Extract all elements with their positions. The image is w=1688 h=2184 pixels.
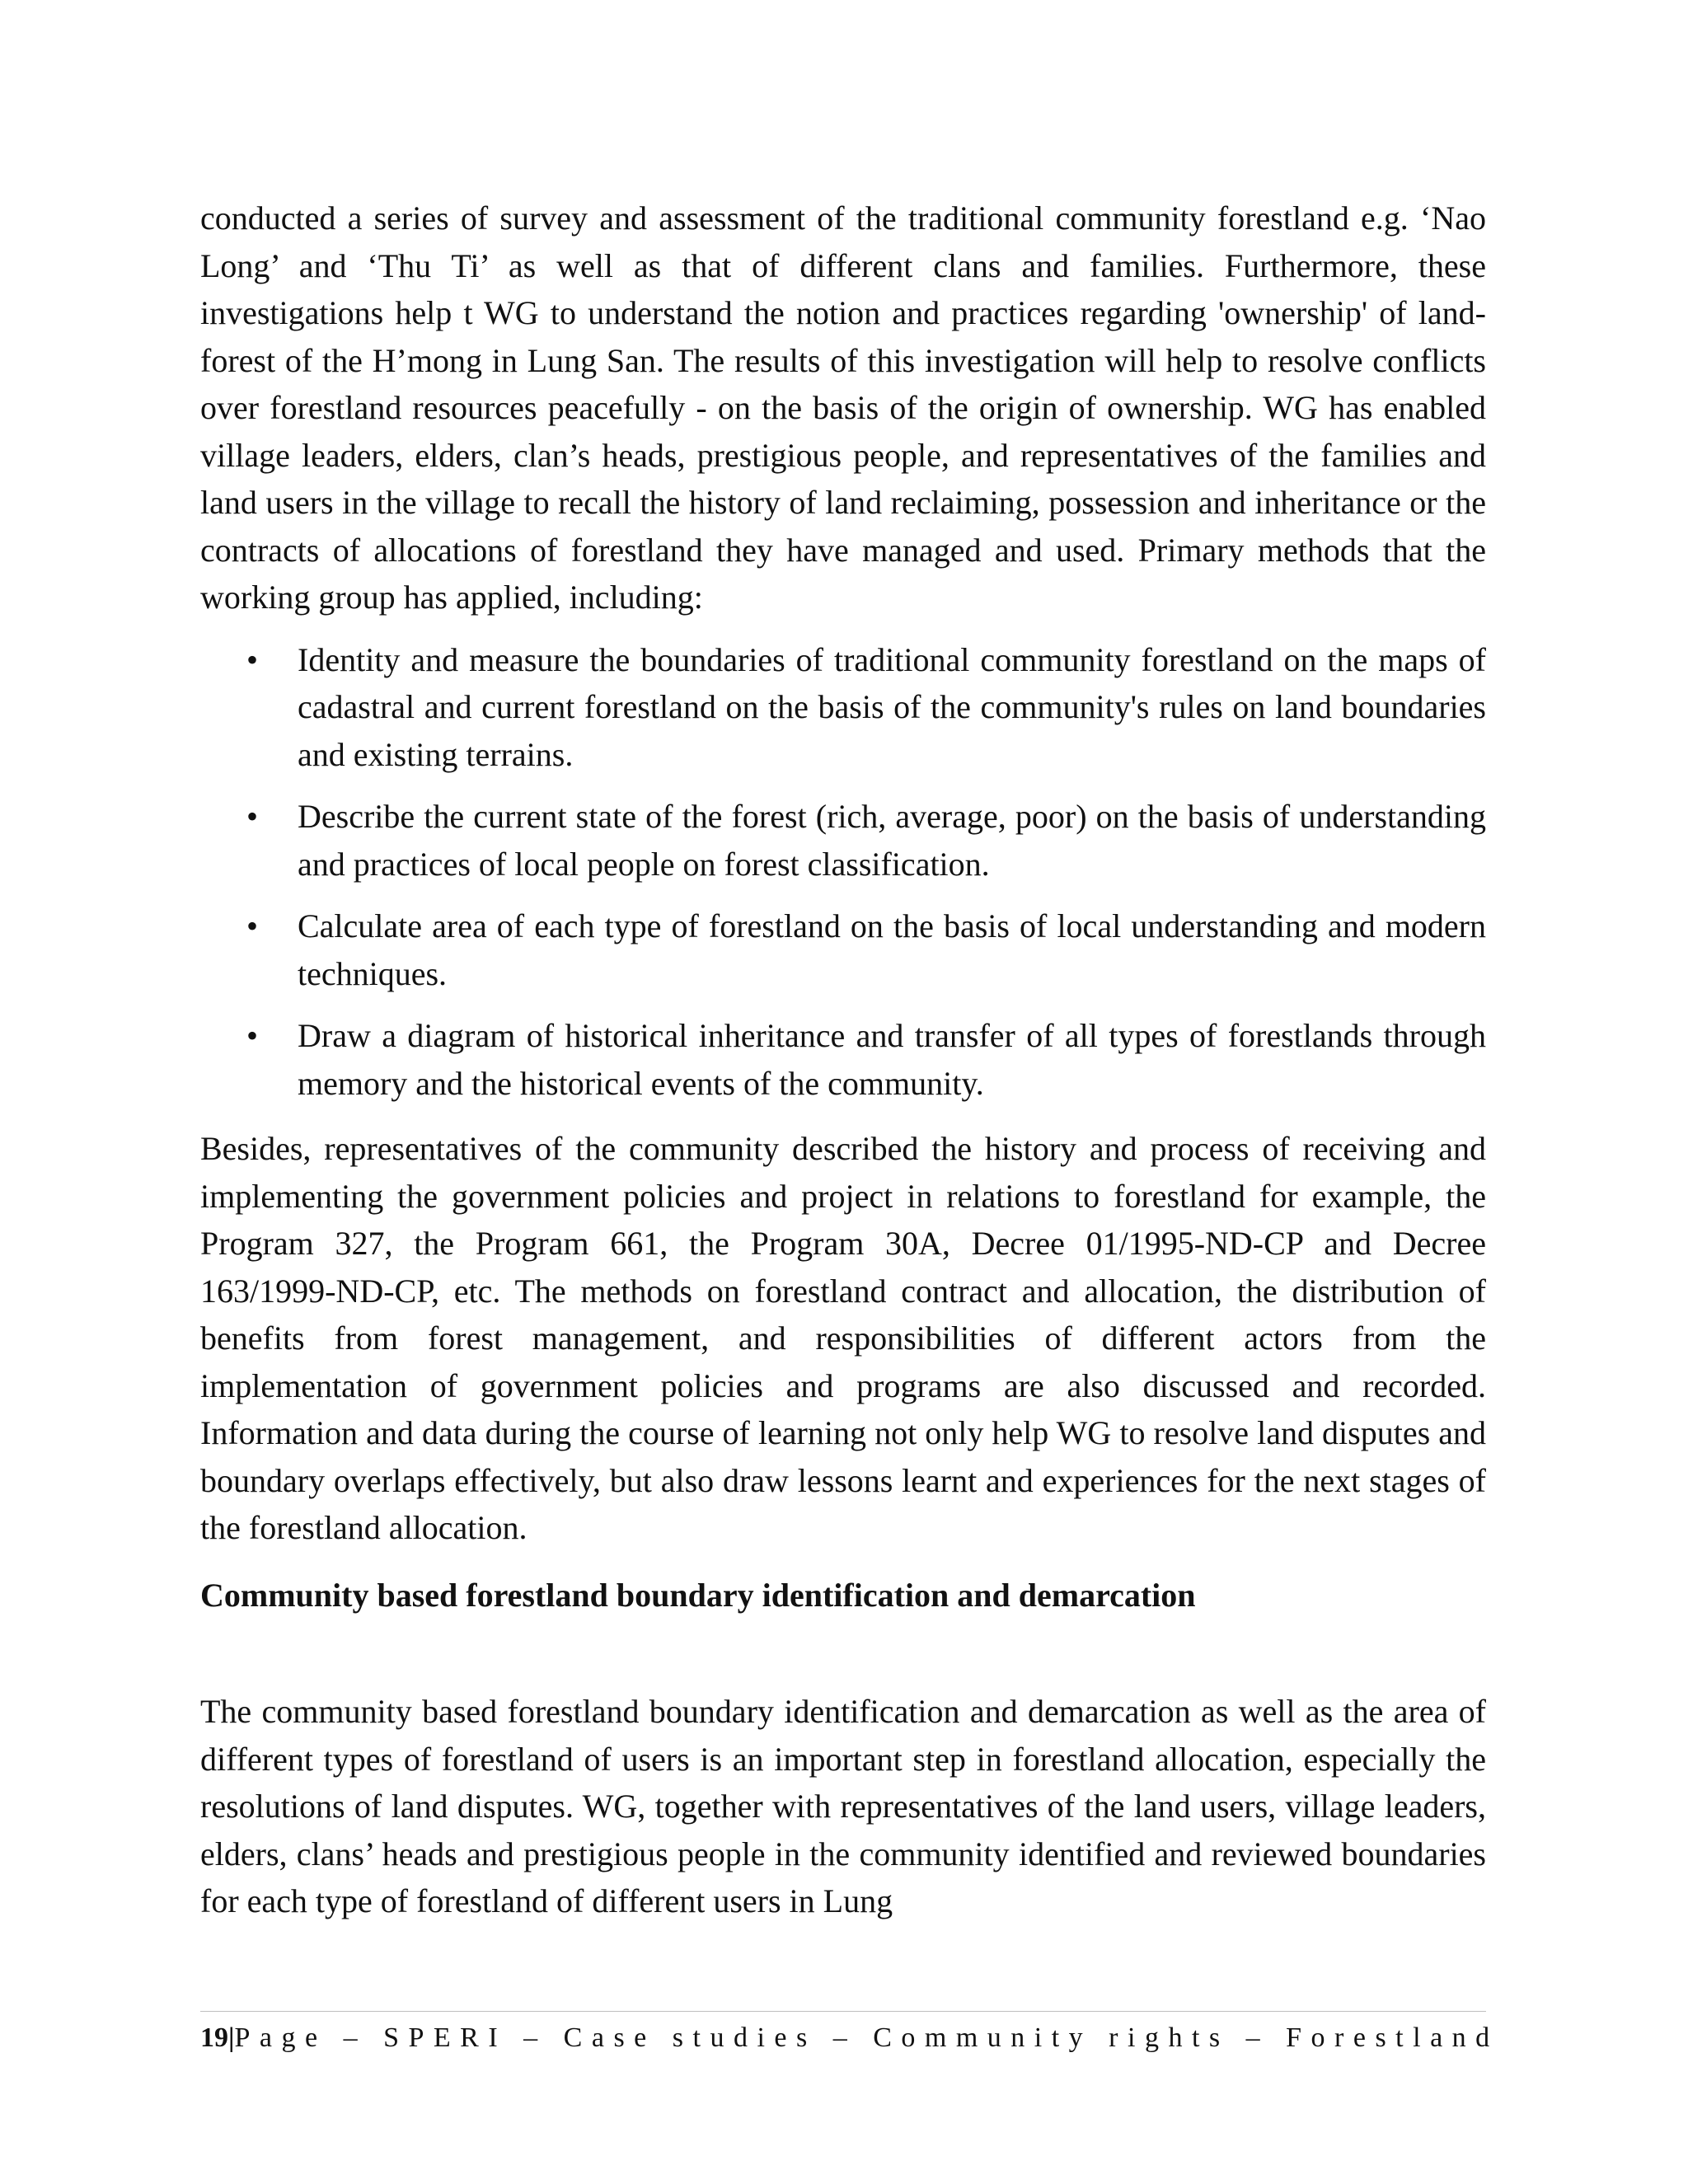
section-heading: Community based forestland boundary identification and demarcation [200, 1576, 1196, 1614]
bullet-item-1 [200, 636, 1486, 779]
bullet-item-3 [200, 902, 1486, 997]
bullet-text-4: Draw a diagram of historical inheritance and transfer of all types of forestlands through memory and the historical events of the community. [298, 1017, 1486, 1102]
bullet-marker: • [246, 640, 259, 678]
bullet-marker: • [246, 798, 259, 835]
page-footer [200, 2011, 1499, 2055]
bullet-marker: • [246, 907, 259, 944]
page-number: 19 [200, 2022, 228, 2053]
bullet-marker: • [246, 1017, 259, 1054]
body-paragraph-3: The community based forestland boundary identification and demarcation as well as the area of different types of forestland of users is an important step in forestland allocation, especially the resolutions of land disputes. WG, together with representatives of the land users, village leaders, elders, clans’ heads and prestigious people in the community identified and reviewed boundaries for each type of forestland of different users in Lung [200, 1693, 1486, 1919]
bullet-text-2: Describe the current state of the forest (rich, average, poor) on the basis of understanding and practices of local people on forest classification. [298, 798, 1486, 883]
body-paragraph-1: conducted a series of survey and assessment of the traditional community forestland e.g. ‘Nao Long’ and ‘Thu Ti’ as well as that of different clans and families. Furthermore, these investigations help t WG to understand the notion and practices regarding 'ownership' of land-forest of the H’mong in Lung San. The results of this investigation will help to resolve conflicts over forestland resources peacefully - on the basis of the origin of ownership. WG has enabled village leaders, elders, clan’s heads, prestigious people, and representatives of the families and land users in the village to recall the history of land reclaiming, possession and inheritance or the contracts of allocations of forestland they have managed and used. Primary methods that the working group has applied, including: [200, 199, 1486, 616]
document-page [200, 194, 1486, 1925]
bullet-item-2 [200, 793, 1486, 888]
bullet-text-3: Calculate area of each type of forestland on the basis of local understanding and modern techniques. [298, 907, 1486, 992]
footer-divider [200, 2011, 1486, 2012]
bullet-item-4 [200, 1012, 1486, 1107]
bullet-text-1: Identity and measure the boundaries of traditional community forestland on the maps of cadastral and current forestland on the basis of the community's rules on land boundaries and existing terrains. [298, 640, 1486, 773]
methods-bullet-list [200, 636, 1486, 1108]
body-paragraph-2: Besides, representatives of the community described the history and process of receiving and implementing the government policies and project in relations to forestland for example, the Program 327, the Program 661, the Program 30A, Decree 01/1995-ND-CP and Decree 163/1999-ND-CP, etc. The methods on forestland contract and allocation, the distribution of benefits from forest management, and responsibilities of different actors from the implementation of government policies and programs are also discussed and recorded. Information and data during the course of learning not only help WG to resolve land disputes and boundary overlaps effectively, but also draw lessons learnt and experiences for the next stages of the forestland allocation. [200, 1130, 1486, 1546]
footer-text [200, 2022, 1499, 2055]
footer-label: Page – SPERI – Case studies – Community rights – Forestland [234, 2022, 1499, 2053]
footer-separator: | [228, 2022, 235, 2053]
